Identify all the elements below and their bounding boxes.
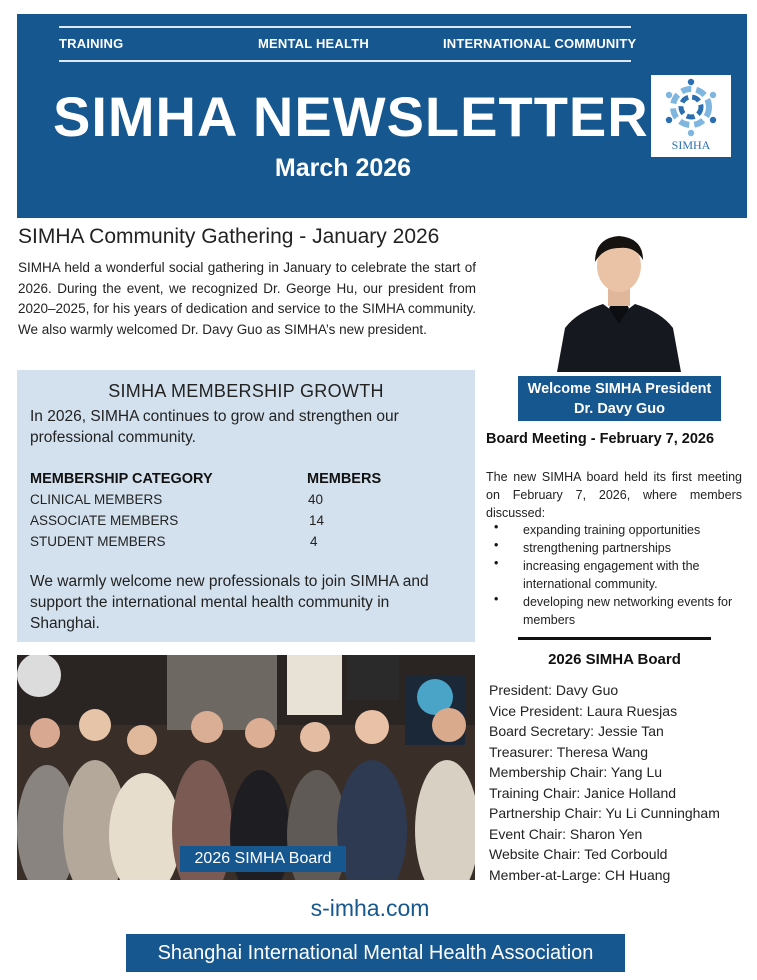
- board-member: Training Chair: Janice Holland: [489, 784, 677, 801]
- newsletter-date: March 2026: [274, 154, 412, 182]
- membership-title: SIMHA MEMBERSHIP GROWTH: [108, 381, 384, 401]
- organization-name-bar: Shanghai International Mental Health Association: [126, 934, 625, 972]
- meeting-bullet-item: strengthening partnerships: [523, 541, 672, 555]
- bullet-icon: •: [494, 592, 499, 606]
- membership-row-category: ASSOCIATE MEMBERS: [30, 513, 179, 528]
- meeting-bullet-item: developing new networking events for members: [523, 595, 733, 627]
- board-member: Member-at-Large: CH Huang: [489, 866, 671, 883]
- board-title: 2026 SIMHA Board: [548, 651, 681, 668]
- topic-international-community: INTERNATIONAL COMMUNITY: [443, 36, 637, 51]
- board-member: Vice President: Laura Ruesjas: [489, 702, 678, 719]
- bullet-icon: •: [494, 556, 499, 570]
- meeting-bullet-item: increasing engagement with the international community.: [523, 559, 700, 591]
- membership-row-count: 4: [310, 534, 318, 549]
- simha-logo-mark: [651, 75, 731, 137]
- membership-outro: We warmly welcome new professionals to join SIMHA and support the international mental health community in Shanghai.: [30, 573, 429, 632]
- president-caption: [518, 376, 721, 421]
- board-list: [489, 680, 720, 885]
- website-link[interactable]: s-imha.com: [310, 895, 430, 921]
- header-top-rule: [59, 26, 631, 28]
- logo-text: SIMHA: [671, 138, 711, 152]
- simha-logo: [651, 75, 731, 157]
- bullet-icon: •: [494, 538, 499, 552]
- gathering-body: SIMHA held a wonderful social gathering in January to celebrate the start of 2026. During the event, we recognized Dr. George Hu, our president from 2020–2025, for his years of dedication and service to the SIMHA community. We also warmly welcomed Dr. Davy Guo as SIMHA’s new president.: [18, 260, 476, 337]
- bullet-icon: •: [494, 520, 499, 534]
- section-divider: [518, 637, 711, 640]
- newsletter-header: [17, 14, 747, 218]
- membership-box: [17, 370, 475, 642]
- meeting-intro: The new SIMHA board held its first meeting on February 7, 2026, where members discussed:: [486, 470, 742, 520]
- membership-intro: In 2026, SIMHA continues to grow and strengthen our professional community.: [30, 408, 399, 446]
- membership-col-category: MEMBERSHIP CATEGORY: [30, 471, 213, 487]
- board-member: Board Secretary: Jessie Tan: [489, 723, 664, 739]
- membership-row-count: 14: [309, 513, 325, 528]
- meeting-title: Board Meeting - February 7, 2026: [486, 431, 715, 447]
- topic-training: TRAINING: [59, 36, 124, 51]
- board-member: Website Chair: Ted Corbould: [489, 846, 668, 862]
- newsletter-title: SIMHA NEWSLETTER: [53, 85, 649, 148]
- topic-mental-health: MENTAL HEALTH: [258, 36, 369, 51]
- president-caption-line2: Dr. Davy Guo: [573, 401, 666, 417]
- gathering-title: SIMHA Community Gathering - January 2026: [18, 225, 440, 248]
- board-member: Treasurer: Theresa Wang: [489, 743, 648, 760]
- meeting-bullet-item: expanding training opportunities: [523, 523, 701, 537]
- membership-row-category: STUDENT MEMBERS: [30, 534, 166, 549]
- board-member: Event Chair: Sharon Yen: [489, 825, 643, 842]
- board-member: President: Davy Guo: [489, 682, 619, 698]
- membership-col-members: MEMBERS: [307, 471, 382, 487]
- membership-row-count: 40: [308, 492, 324, 507]
- board-member: Partnership Chair: Yu Li Cunningham: [489, 805, 720, 821]
- header-bottom-rule: [59, 60, 631, 62]
- board-member: Membership Chair: Yang Lu: [489, 764, 663, 780]
- president-caption-line1: Welcome SIMHA President: [527, 381, 712, 397]
- president-photo: [555, 224, 683, 372]
- group-photo-caption: 2026 SIMHA Board: [180, 846, 346, 872]
- membership-row-category: CLINICAL MEMBERS: [30, 492, 163, 507]
